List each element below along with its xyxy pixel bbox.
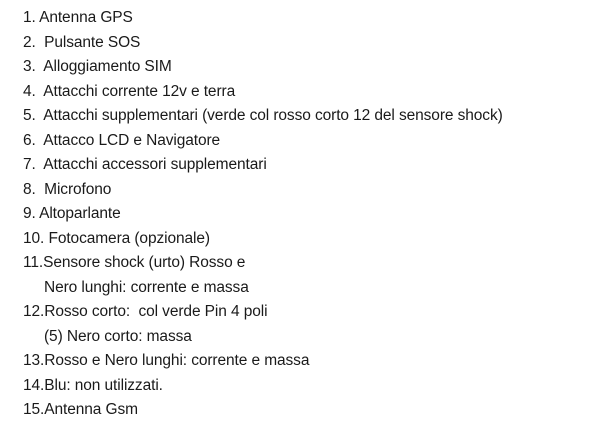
list-item-9: 9. Altoparlante <box>23 205 121 222</box>
list-item-8: 8. Microfono <box>23 180 112 198</box>
list-item-12: 12.Rosso corto: col verde Pin 4 poli <box>23 303 268 320</box>
list-item-10: 10. Fotocamera (opzionale) <box>23 229 210 247</box>
list-item-3: 3. Alloggiamento SIM <box>23 58 172 75</box>
list-item-6: 6. Attacco LCD e Navigatore <box>23 131 221 149</box>
list-item-14: 14.Blu: non utilizzati. <box>23 376 163 394</box>
list-item-11: 11.Sensore shock (urto) Rosso e <box>23 254 246 271</box>
list-item-12-continuation: (5) Nero corto: massa <box>44 327 192 345</box>
list-item-7: 7. Attacchi accessori supplementari <box>23 156 267 173</box>
list-item-15: 15.Antenna Gsm <box>23 401 138 418</box>
list-item-1: 1. Antenna GPS <box>23 9 133 26</box>
list-item-13: 13.Rosso e Nero lunghi: corrente e massa <box>23 352 310 369</box>
list-item-2: 2. Pulsante SOS <box>23 33 141 51</box>
list-item-4: 4. Attacchi corrente 12v e terra <box>23 82 236 100</box>
list-item-5: 5. Attacchi supplementari (verde col rosso corto 12 del sensore shock) <box>23 107 503 124</box>
list-item-11-continuation: Nero lunghi: corrente e massa <box>44 278 249 296</box>
